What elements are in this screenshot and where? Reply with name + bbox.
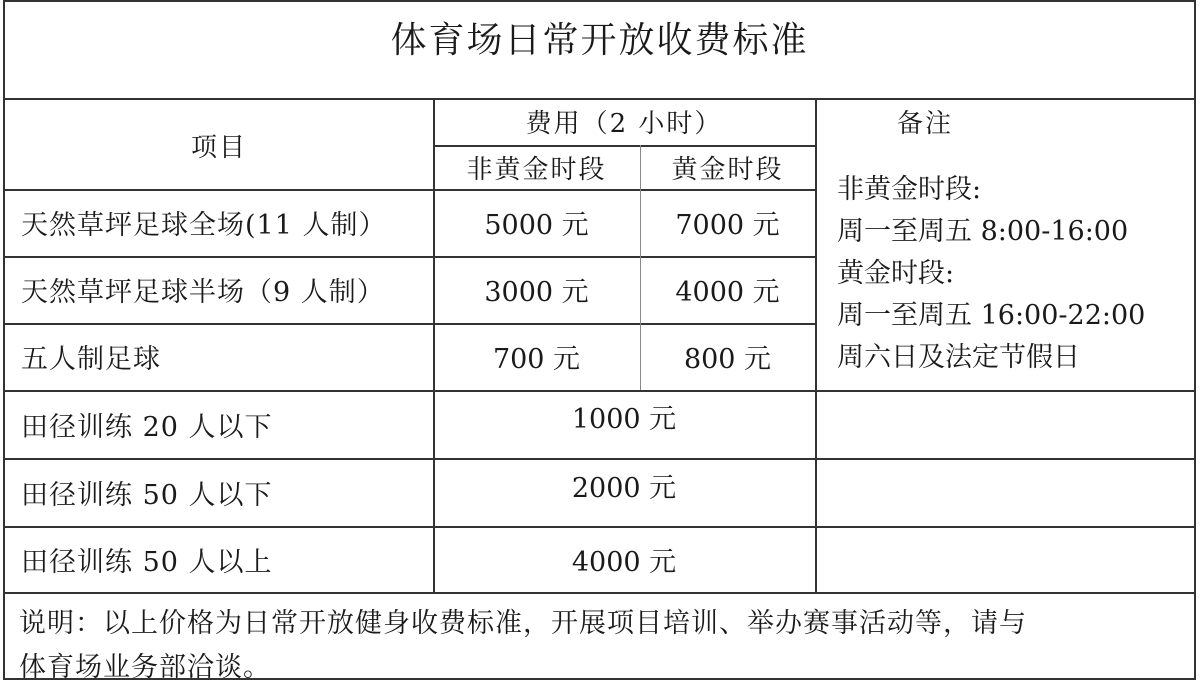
- row-project: 五人制足球: [21, 344, 161, 375]
- row-price-non-golden: 5000 元: [484, 210, 589, 241]
- header-remark: 备注: [897, 109, 954, 139]
- row-price-golden: 800 元: [683, 344, 772, 375]
- row-price: 4000 元: [571, 546, 677, 578]
- row-price-non-golden: 700 元: [492, 344, 581, 375]
- remark-line: 周一至周五 8:00-16:00: [837, 216, 1129, 247]
- footer-note: [5, 594, 1194, 683]
- row-price-non-golden: 3000 元: [484, 277, 589, 308]
- remark-line: 黄金时段:: [837, 258, 955, 289]
- row-price-golden: 4000 元: [675, 277, 780, 308]
- remark-line: 周一至周五 16:00-22:00: [837, 300, 1146, 331]
- header-fee: 费用（2 小时）: [525, 109, 723, 139]
- row-price-golden: 7000 元: [675, 210, 780, 241]
- footer-line: 说明：以上价格为日常开放健身收费标准，开展项目培训、举办赛事活动等，请与: [19, 608, 1027, 639]
- header-project: 项目: [190, 133, 247, 163]
- row-price: 2000 元: [571, 472, 677, 504]
- row-project: 田径训练 50 人以下: [21, 479, 273, 511]
- remark-line: 周六日及法定节假日: [837, 342, 1080, 373]
- fee-table: [3, 0, 1196, 683]
- remark-note: [815, 145, 1194, 390]
- header-golden: 黄金时段: [671, 154, 784, 185]
- row-project: 田径训练 50 人以上: [21, 546, 273, 578]
- row-price: 1000 元: [571, 403, 677, 435]
- table-title: 体育场日常开放收费标准: [390, 19, 809, 61]
- row-project: 天然草坪足球半场（9 人制）: [21, 277, 385, 308]
- header-non-golden: 非黄金时段: [466, 154, 607, 185]
- row-project: 天然草坪足球全场(11 人制）: [21, 210, 387, 241]
- footer-line: 体育场业务部洽谈。: [19, 652, 271, 683]
- row-project: 田径训练 20 人以下: [21, 411, 273, 443]
- remark-line: 非黄金时段:: [837, 174, 982, 205]
